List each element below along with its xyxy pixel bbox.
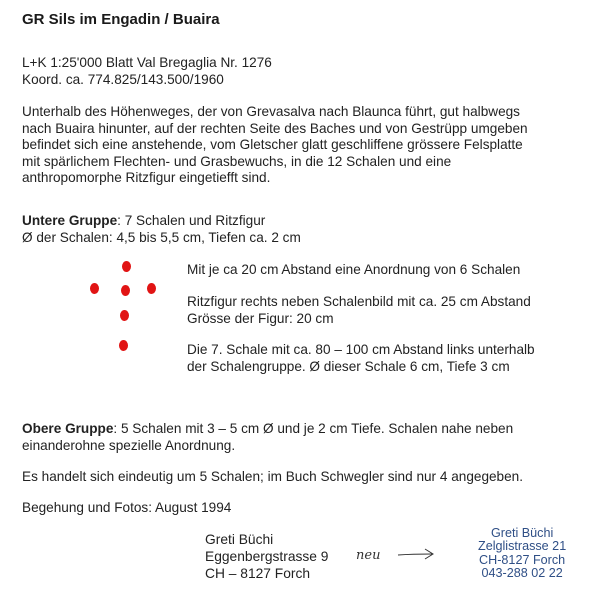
description-line: Unterhalb des Höhenweges, der von Grevasalva nach Blaunca führt, gut halbwegs [22, 104, 520, 119]
upper-group-heading [22, 421, 513, 438]
stamp-phone: 043-288 02 22 [481, 566, 563, 581]
sender-street: Eggenbergstrasse 9 [205, 549, 329, 564]
stamp-name: Greti Büchi [490, 526, 554, 540]
handwritten-note: neu [356, 548, 381, 563]
address-stamp [478, 527, 566, 581]
description-line: nach Buaira hinunter, auf der rechten Seite des Baches und von Gestrüpp umgeben [22, 120, 528, 136]
cup-mark-dot [121, 285, 130, 296]
document-title: GR Sils im Engadin / Buaira [22, 11, 220, 28]
seventh-cup-note-line: Die 7. Schale mit ca. 80 – 100 cm Abstand links unterhalb [187, 342, 535, 357]
coordinates-line: Koord. ca. 774.825/143.500/1960 [22, 71, 224, 87]
map-sheet-line: L+K 1:25'000 Blatt Val Bregaglia Nr. 1276 [22, 55, 272, 70]
lower-group-section [22, 213, 301, 246]
seventh-cup-note-line: der Schalengruppe. Ø dieser Schale 6 cm, Tiefe 3 cm [187, 358, 510, 374]
description-paragraph [22, 104, 528, 187]
arrangement-note: Mit je ca 20 cm Abstand eine Anordnung von 6 Schalen [187, 262, 521, 277]
arrow-right-icon [396, 547, 436, 561]
visit-date-text: Begehung und Fotos: August 1994 [22, 500, 232, 515]
upper-group-text: : 5 Schalen mit 3 – 5 cm Ø und je 2 cm Tiefe. Schalen nahe neben [113, 421, 514, 436]
lower-group-label: Untere Gruppe [22, 213, 118, 228]
upper-group-text-continued: einanderohne spezielle Anordnung. [22, 437, 236, 453]
stamp-street: Zelglistrasse 21 [478, 539, 567, 554]
stamp-city: CH-8127 Forch [479, 552, 566, 567]
figure-note [187, 294, 531, 327]
sender-name: Greti Büchi [205, 532, 274, 547]
cup-mark-dot [147, 283, 156, 294]
figure-note-line: Grösse der Figur: 20 cm [187, 310, 334, 326]
sender-address [205, 531, 329, 582]
figure-note-line: Ritzfigur rechts neben Schalenbild mit ca. 25 cm Abstand [187, 294, 531, 309]
lower-group-text: : 7 Schalen und Ritzfigur [117, 213, 266, 228]
sender-city: CH – 8127 Forch [205, 566, 311, 581]
description-line: befindet sich eine anstehende, vom Gletscher glatt geschliffene grössere Felsplatte [22, 137, 523, 152]
lower-group-heading [22, 213, 301, 230]
cup-mark-dot [90, 283, 99, 294]
upper-group-section [22, 421, 513, 454]
description-line: mit spärlichem Flechten- und Grasbewuchs, in die 12 Schalen und eine [22, 153, 452, 169]
cup-mark-dot [120, 310, 129, 321]
conclusion-text: Es handelt sich eindeutig um 5 Schalen; im Buch Schwegler sind nur 4 angegeben. [22, 469, 524, 484]
lower-group-diameter: Ø der Schalen: 4,5 bis 5,5 cm, Tiefen ca. 2 cm [22, 229, 301, 245]
cup-mark-dot [119, 340, 128, 351]
seventh-cup-note [187, 342, 535, 375]
upper-group-label: Obere Gruppe [22, 421, 114, 436]
description-line: anthropomorphe Ritzfigur eingetiefft sind. [22, 170, 271, 185]
cup-mark-dot [122, 261, 131, 272]
map-reference [22, 55, 272, 88]
